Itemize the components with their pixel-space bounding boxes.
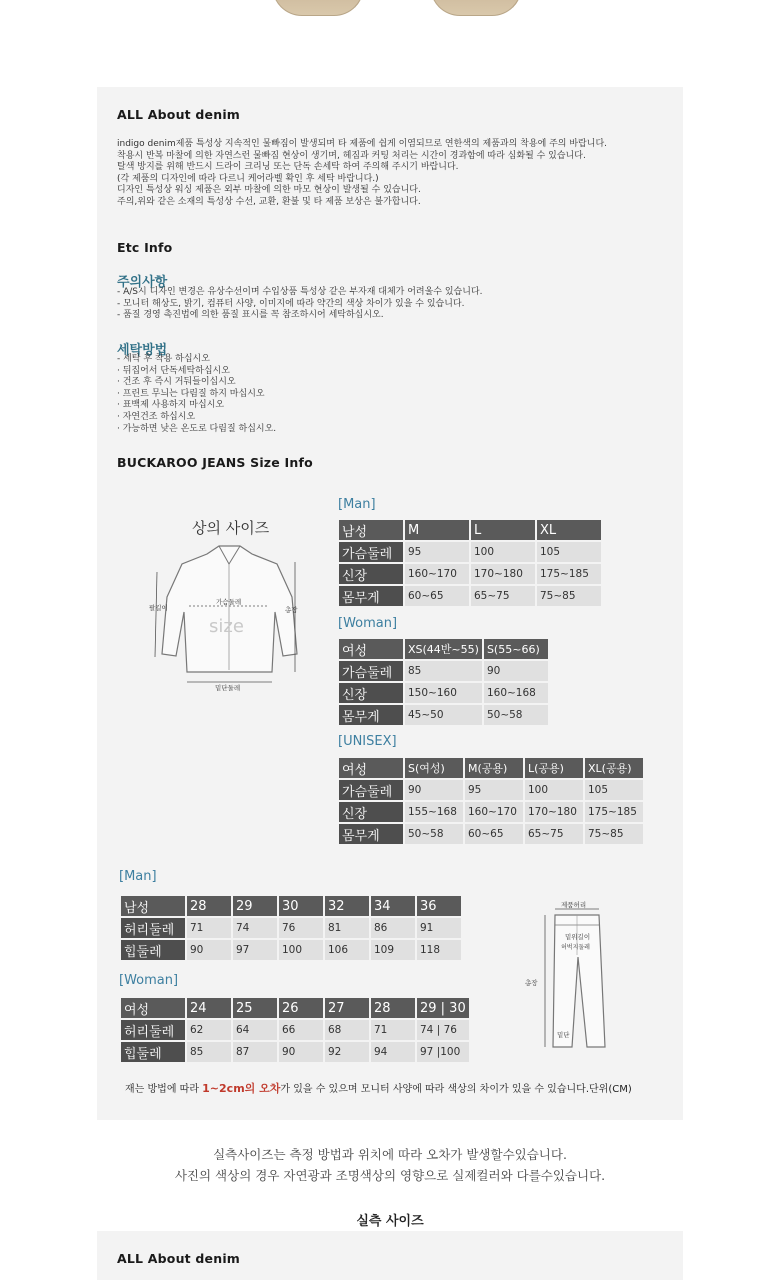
size-value-cell: 90: [484, 661, 548, 681]
size-value-cell: 68: [325, 1020, 369, 1040]
note-text-end: 가 있을 수 있으며 모니터 사양에 따라 색상의 차이가 있을 수 있습니다.단위(CM): [280, 1084, 632, 1095]
size-value-cell: 91: [417, 918, 461, 938]
size-value-cell: 118: [417, 940, 461, 960]
wash-line: · 프린트 무늬는 다림질 하지 마십시오: [117, 388, 265, 399]
about-line: 탈색 방지를 위해 반드시 드라이 크리닝 또는 단독 손세탁 하여 주의해 주시기 바랍니다.: [117, 162, 459, 173]
size-value-cell: 160~170: [465, 802, 523, 822]
size-value-cell: 62: [187, 1020, 231, 1040]
wash-title: 세탁방법: [117, 343, 168, 358]
wash-line: - 세탁 후 착용 하십시오: [117, 354, 210, 364]
caution-line: - 품질 경영 촉진법에 의한 품질 표시를 꼭 참조하시어 세탁하십시오.: [117, 310, 384, 321]
pants-diagram: [517, 897, 617, 1057]
measure-label-cell: 몸무게: [339, 705, 403, 725]
size-value-cell: 109: [371, 940, 415, 960]
size-value-cell: 87: [233, 1042, 277, 1062]
measure-label-cell: 가슴둘레: [339, 542, 403, 562]
size-row: [339, 824, 643, 844]
size-header-cell: 28: [371, 998, 415, 1018]
size-header-cell: XS(44반~55): [405, 639, 482, 659]
size-value-cell: 105: [585, 780, 643, 800]
woman-top-label: [Woman]: [338, 616, 398, 631]
size-header-cell: 36: [417, 896, 461, 916]
about-line: (각 제품의 디자인에 따라 다르니 케어라벨 확인 후 세탁 바랍니다.): [117, 173, 379, 184]
product-info-panel-2: [97, 1231, 683, 1280]
size-value-cell: 65~75: [525, 824, 583, 844]
woman-bottom-size-table: [119, 996, 471, 1064]
waist-label: 제품허리: [561, 901, 587, 909]
size-header-cell: 28: [187, 896, 231, 916]
disclaimer-line-1: 실측사이즈는 측정 방법과 위치에 따라 오차가 발생할수있습니다.: [213, 1147, 567, 1162]
size-header-row: [339, 520, 601, 540]
measure-label-cell: 몸무게: [339, 586, 403, 606]
note-highlight: 1~2cm의 오차: [202, 1082, 281, 1095]
man-top-size-table: [337, 518, 603, 608]
size-value-cell: 90: [279, 1042, 323, 1062]
measure-label-cell: 몸무게: [339, 824, 403, 844]
caution-text: [117, 287, 677, 322]
size-value-cell: 100: [279, 940, 323, 960]
size-value-cell: 155~168: [405, 802, 463, 822]
size-header-cell: 30: [279, 896, 323, 916]
unisex-top-label: [UNISEX]: [338, 734, 397, 749]
size-row: [121, 940, 461, 960]
size-header-cell: S(여성): [405, 758, 463, 778]
size-header-cell: M(공용): [465, 758, 523, 778]
size-row: [121, 1020, 469, 1040]
jacket-diagram: [147, 542, 312, 692]
measure-label-cell: 힙둘레: [121, 1042, 185, 1062]
size-value-cell: 97 |100: [417, 1042, 469, 1062]
gender-header-cell: 여성: [339, 758, 403, 778]
size-header-cell: 27: [325, 998, 369, 1018]
size-value-cell: 170~180: [471, 564, 535, 584]
man-bottom-label: [Man]: [119, 869, 157, 884]
size-value-cell: 45~50: [405, 705, 482, 725]
measure-label-cell: 허리둘레: [121, 918, 185, 938]
size-header-cell: XL(공용): [585, 758, 643, 778]
size-row: [121, 918, 461, 938]
size-value-cell: 76: [279, 918, 323, 938]
about-title-2: ALL About denim: [117, 1251, 241, 1266]
man-top-label: [Man]: [338, 497, 376, 512]
size-value-cell: 160~170: [405, 564, 469, 584]
size-header-cell: 34: [371, 896, 415, 916]
size-header-cell: 24: [187, 998, 231, 1018]
top-size-title: 상의 사이즈: [192, 519, 270, 537]
size-header-cell: S(55~66): [484, 639, 548, 659]
size-value-cell: 74: [233, 918, 277, 938]
wash-line: · 자연건조 하십시오: [117, 411, 196, 422]
size-value-cell: 50~58: [484, 705, 548, 725]
wash-line: · 뒤집어서 단독세탁하십시오: [117, 365, 230, 376]
size-value-cell: 95: [405, 542, 469, 562]
wash-line: · 가능하면 낮은 온도로 다림질 하십시오.: [117, 423, 277, 434]
chest-label: 가슴둘레: [216, 598, 242, 606]
gender-header-cell: 남성: [339, 520, 403, 540]
sleeve-label: 팔길이: [149, 604, 168, 612]
measure-label-cell: 힙둘레: [121, 940, 185, 960]
size-value-cell: 86: [371, 918, 415, 938]
size-value-cell: 100: [525, 780, 583, 800]
gender-header-cell: 남성: [121, 896, 185, 916]
size-info-title: BUCKAROO JEANS Size Info: [117, 455, 313, 470]
size-value-cell: 160~168: [484, 683, 548, 703]
gender-header-cell: 여성: [339, 639, 403, 659]
wash-line: · 건조 후 즉시 거둬들이십시오: [117, 377, 236, 388]
size-value-cell: 74 | 76: [417, 1020, 469, 1040]
size-watermark: size: [209, 616, 244, 637]
size-value-cell: 64: [233, 1020, 277, 1040]
size-value-cell: 94: [371, 1042, 415, 1062]
wash-text: [117, 354, 677, 435]
about-line: 착용시 반복 마찰에 의한 자연스런 물빠짐 현상이 생기며, 헤짐과 커팅 처리는 시간이 경과함에 따라 심화될 수 있습니다.: [117, 150, 586, 161]
size-row: [339, 780, 643, 800]
size-header-cell: 26: [279, 998, 323, 1018]
size-header-row: [339, 639, 548, 659]
shoe-right: [430, 0, 522, 16]
size-row: [339, 542, 601, 562]
size-row: [339, 661, 548, 681]
unisex-top-size-table: [337, 756, 645, 846]
size-value-cell: 97: [233, 940, 277, 960]
wash-line: · 표백제 사용하지 마십시오: [117, 400, 225, 411]
hem-label: 밑단둘레: [215, 684, 241, 692]
about-line: indigo denim제품 특성상 지속적인 물빠짐이 발생되며 타 제품에 쉽게 이염되므로 연한색의 제품과의 착용에 주의 바랍니다.: [117, 139, 608, 149]
shoe-left: [272, 0, 364, 16]
size-value-cell: 90: [187, 940, 231, 960]
size-value-cell: 95: [465, 780, 523, 800]
size-row: [339, 683, 548, 703]
size-row: [339, 564, 601, 584]
size-value-cell: 105: [537, 542, 601, 562]
size-row: [339, 705, 548, 725]
size-value-cell: 85: [405, 661, 482, 681]
size-value-cell: 75~85: [537, 586, 601, 606]
measure-label-cell: 허리둘레: [121, 1020, 185, 1040]
caution-line: - A/S시 디자인 변경은 유상수선이며 수입상품 특성상 같은 부자재 대체가 어려울수 있습니다.: [117, 287, 483, 297]
pants-hem-label: 밑단: [557, 1031, 570, 1039]
size-value-cell: 170~180: [525, 802, 583, 822]
measure-label-cell: 신장: [339, 564, 403, 584]
size-value-cell: 175~185: [585, 802, 643, 822]
measure-note: [125, 1080, 632, 1096]
size-row: [121, 1042, 469, 1062]
product-info-panel: [97, 87, 683, 1120]
rise-label: 밑위길이: [565, 933, 591, 941]
about-line: 주의,위와 같은 소재의 특성상 수선, 교환, 환불 및 타 제품 보상은 불가합니다.: [117, 196, 421, 207]
actual-size-title: 실측 사이즈: [356, 1214, 424, 1229]
size-value-cell: 150~160: [405, 683, 482, 703]
size-value-cell: 65~75: [471, 586, 535, 606]
length-label: 총장: [285, 606, 298, 614]
size-header-cell: L(공용): [525, 758, 583, 778]
woman-bottom-label: [Woman]: [119, 973, 179, 988]
size-value-cell: 71: [187, 918, 231, 938]
about-line: 디자인 특성상 워싱 제품은 외부 마찰에 의한 마모 현상이 발생될 수 있습니다.: [117, 185, 421, 196]
product-photo-bottom: [0, 0, 780, 30]
size-value-cell: 100: [471, 542, 535, 562]
size-header-cell: 32: [325, 896, 369, 916]
measure-label-cell: 가슴둘레: [339, 780, 403, 800]
size-value-cell: 92: [325, 1042, 369, 1062]
about-text: [117, 139, 677, 209]
size-value-cell: 50~58: [405, 824, 463, 844]
measure-label-cell: 가슴둘레: [339, 661, 403, 681]
size-header-cell: XL: [537, 520, 601, 540]
note-text: 재는 방법에 따라: [125, 1084, 203, 1095]
size-value-cell: 85: [187, 1042, 231, 1062]
size-header-row: [121, 896, 461, 916]
size-header-cell: L: [471, 520, 535, 540]
pants-length-label: 총장: [525, 979, 538, 987]
size-value-cell: 90: [405, 780, 463, 800]
measure-label-cell: 신장: [339, 683, 403, 703]
size-header-cell: 25: [233, 998, 277, 1018]
size-value-cell: 175~185: [537, 564, 601, 584]
size-header-cell: 29: [233, 896, 277, 916]
woman-top-size-table: [337, 637, 550, 727]
size-row: [339, 586, 601, 606]
size-header-cell: 29 | 30: [417, 998, 469, 1018]
gender-header-cell: 여성: [121, 998, 185, 1018]
size-header-row: [339, 758, 643, 778]
caution-title: 주의사항: [117, 275, 168, 290]
disclaimer-line-2: 사진의 색상의 경우 자연광과 조명색상의 영향으로 실제컬러와 다를수있습니다.: [174, 1168, 606, 1183]
size-value-cell: 81: [325, 918, 369, 938]
size-value-cell: 60~65: [465, 824, 523, 844]
etc-title: Etc Info: [117, 240, 173, 255]
size-value-cell: 60~65: [405, 586, 469, 606]
size-value-cell: 66: [279, 1020, 323, 1040]
thigh-label: 허벅지둘레: [561, 944, 590, 951]
size-header-cell: M: [405, 520, 469, 540]
caution-line: - 모니터 해상도, 밝기, 컴퓨터 사양, 이미지에 따라 약간의 색상 차이가 있을 수 있습니다.: [117, 298, 465, 309]
size-value-cell: 71: [371, 1020, 415, 1040]
size-value-cell: 75~85: [585, 824, 643, 844]
size-row: [339, 802, 643, 822]
size-header-row: [121, 998, 469, 1018]
measure-label-cell: 신장: [339, 802, 403, 822]
about-title: ALL About denim: [117, 107, 241, 122]
man-bottom-size-table: [119, 894, 463, 962]
size-value-cell: 106: [325, 940, 369, 960]
